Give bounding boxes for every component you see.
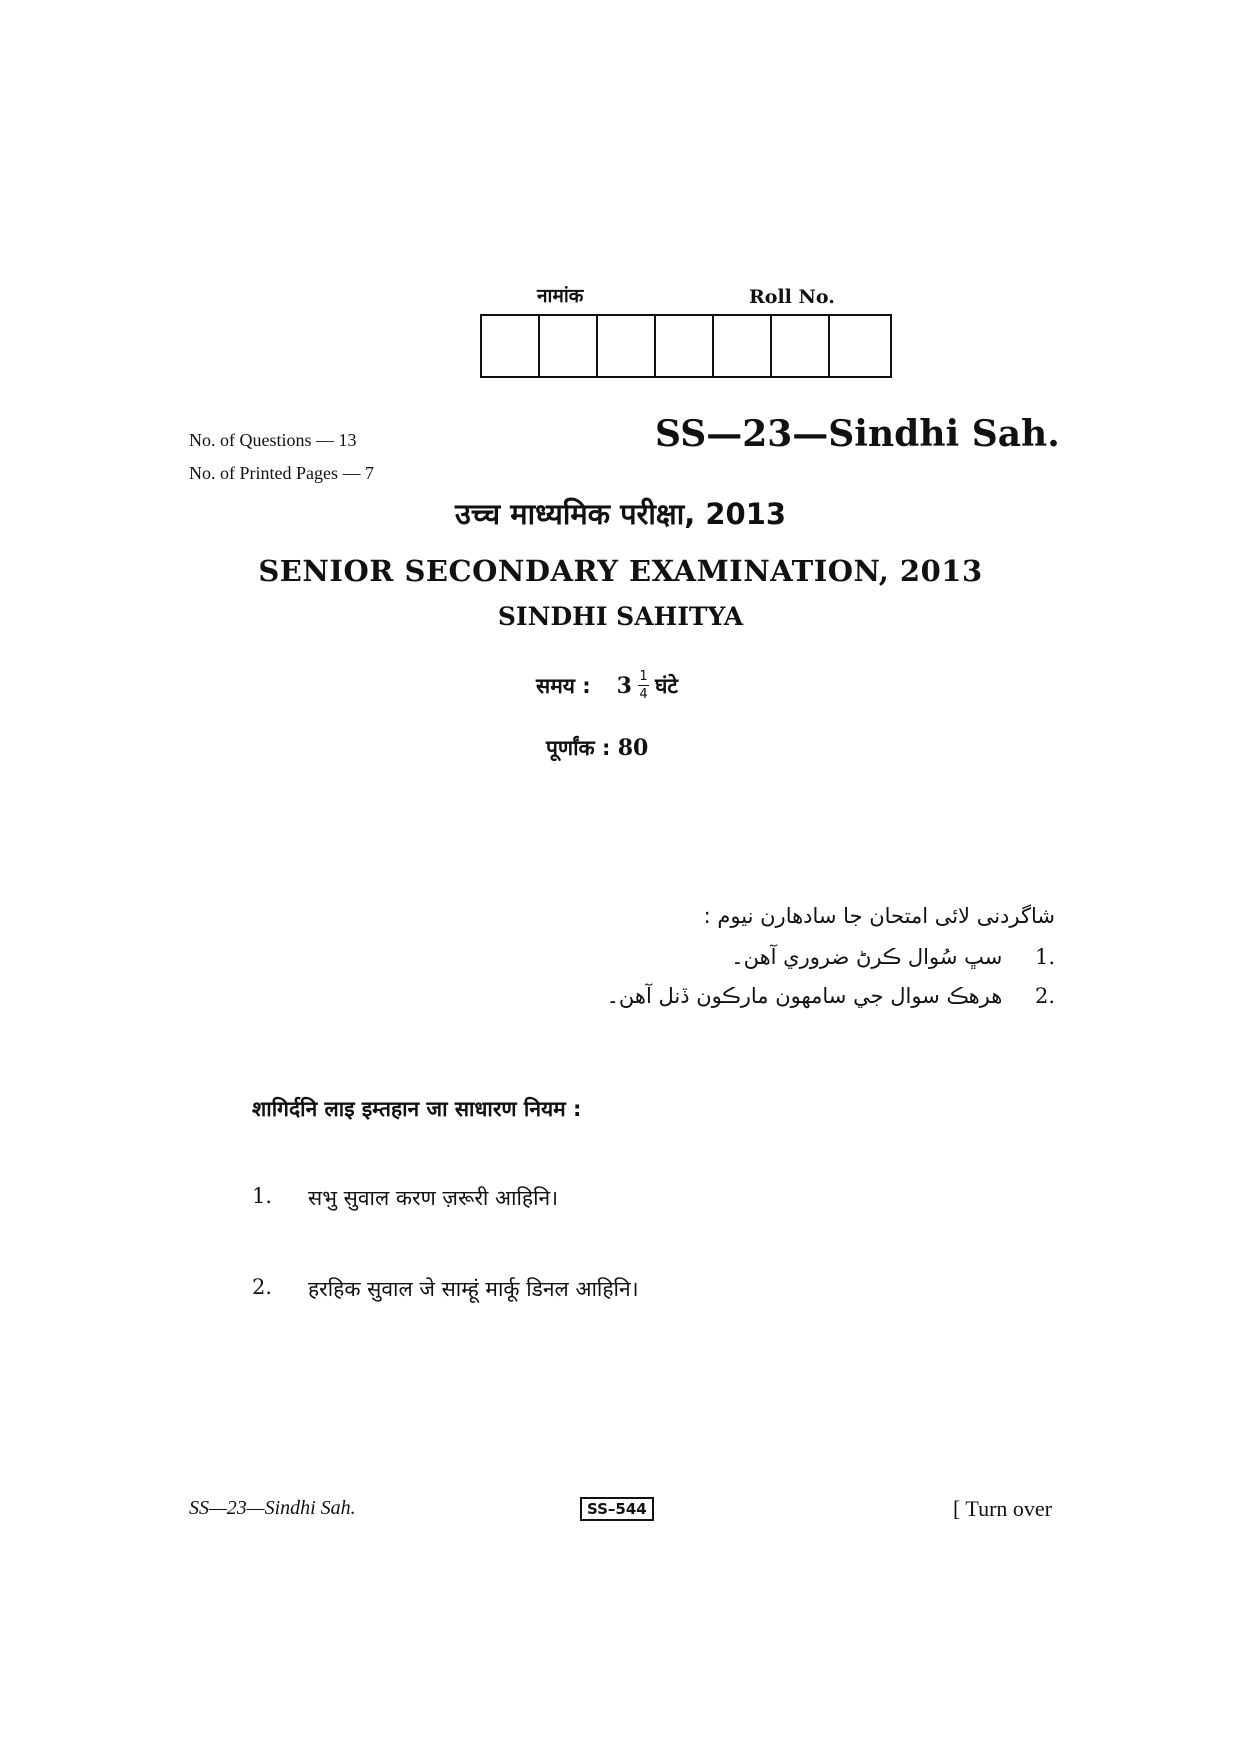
roll-digit-box[interactable]	[772, 316, 830, 376]
turn-over-note: [ Turn over	[952, 1496, 1052, 1521]
roll-digit-box[interactable]	[830, 316, 890, 376]
paper-code-title: SS—23—Sindhi Sah.	[655, 413, 1060, 455]
devanagari-item-text: हरहिक सुवाल जे साम्हूं मार्कू डिनल आहिनि।	[308, 1277, 639, 1301]
marks-label: पूर्णांक :	[546, 736, 611, 760]
time-unit: घंटे	[654, 673, 678, 698]
number-of-questions: No. of Questions — 13	[189, 430, 357, 450]
roll-digit-box[interactable]	[656, 316, 714, 376]
time-numerator: 1	[639, 669, 648, 684]
roll-number-boxes	[480, 314, 892, 378]
time-fraction	[638, 670, 649, 701]
devanagari-instructions-heading: शागिर्दनि लाइ इम्तहान जा साधारण नियम :	[252, 1097, 582, 1121]
devanagari-item-number: 1.	[252, 1184, 273, 1208]
sindhi-item-number: 2.	[1034, 984, 1055, 1008]
time-allowed	[536, 670, 678, 701]
full-marks	[546, 734, 648, 762]
fraction-bar	[638, 685, 649, 686]
devanagari-item-number: 2.	[252, 1275, 273, 1299]
devanagari-instruction-item	[252, 1184, 558, 1212]
roll-digit-box[interactable]	[540, 316, 598, 376]
roll-digit-box[interactable]	[714, 316, 772, 376]
sindhi-instruction-item	[731, 945, 1055, 969]
sindhi-item-text: سڀ سُوال ڪرڻ ضروري آھن۔	[731, 945, 1003, 969]
devanagari-item-text: सभु सुवाल करण ज़रूरी आहिनि।	[308, 1186, 559, 1210]
roll-digit-box[interactable]	[598, 316, 656, 376]
time-denominator: 4	[639, 687, 648, 702]
sindhi-item-number: 1.	[1034, 945, 1055, 969]
time-label: समय :	[536, 673, 591, 698]
sindhi-item-text: ھرھڪ سوال جي سامھون مارڪون ڏنل آھن۔	[606, 984, 1003, 1008]
subject-title: SINDHI SAHITYA	[497, 602, 744, 631]
roll-digit-box[interactable]	[482, 316, 540, 376]
exam-title-english: SENIOR SECONDARY EXAMINATION, 2013	[258, 554, 983, 588]
exam-title-hindi: उच्च माध्यमिक परीक्षा, 2013	[454, 497, 787, 531]
sindhi-instructions-heading: شاگردنی لائی امتحان جا سادھارن نیوم :	[703, 904, 1055, 928]
time-whole: 3	[616, 672, 632, 699]
sindhi-instruction-item	[607, 984, 1055, 1008]
marks-value: 80	[617, 735, 649, 761]
devanagari-instruction-item	[252, 1275, 639, 1303]
footer-series-code: SS–544	[580, 1497, 654, 1521]
number-of-pages: No. of Printed Pages — 7	[189, 463, 374, 483]
roll-label-hindi: नामांक	[537, 285, 584, 307]
footer-paper-code: SS—23—Sindhi Sah.	[189, 1497, 356, 1519]
roll-label-english: Roll No.	[749, 286, 835, 308]
